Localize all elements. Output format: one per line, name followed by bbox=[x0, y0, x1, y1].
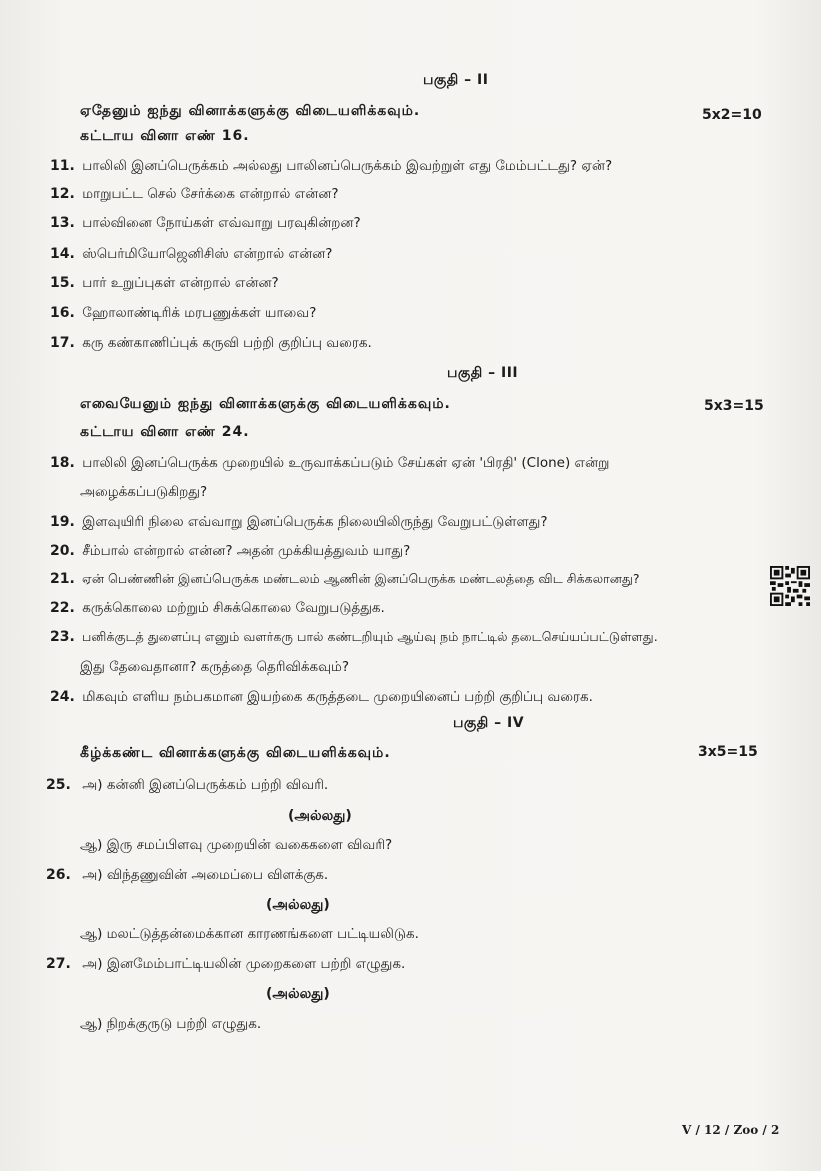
question-18 bbox=[50, 455, 609, 473]
qr-code-icon bbox=[770, 566, 810, 606]
part4-marks: 3x5=15 bbox=[698, 744, 758, 760]
question-20 bbox=[50, 543, 410, 561]
question-number: 19. bbox=[50, 514, 75, 530]
or-label: (அல்லது) bbox=[266, 897, 330, 913]
question-text: பனிக்குடத் துளைப்பு எனும் வளர்கரு பால் கண்டறியும் ஆய்வு நம் நாட்டில் தடைசெய்யப்பட்டுள்ளது. bbox=[82, 629, 658, 644]
question-number: 25. bbox=[46, 777, 71, 793]
question-number: 20. bbox=[50, 543, 75, 559]
question-number: 11. bbox=[50, 158, 75, 174]
question-24 bbox=[50, 689, 593, 707]
question-text: கரு கண்காணிப்புக் கருவி பற்றி குறிப்பு வரைக. bbox=[82, 335, 372, 351]
question-text: பாலிலி இனப்பெருக்க முறையில் உருவாக்கப்படும் சேய்கள் ஏன் 'பிரதி' (Clone) என்று bbox=[82, 455, 610, 471]
question-number: 23. bbox=[50, 629, 75, 645]
question-number: 12. bbox=[50, 186, 75, 202]
question-number: 21. bbox=[50, 571, 75, 587]
question-text: ஸ்பெர்மியோஜெனிசிஸ் என்றால் என்ன? bbox=[82, 246, 333, 262]
question-number: 15. bbox=[50, 275, 75, 291]
part2-heading: பகுதி – II bbox=[423, 72, 489, 88]
question-15 bbox=[50, 275, 279, 293]
question-text: மாறுபட்ட செல் சேர்க்கை என்றால் என்ன? bbox=[82, 186, 339, 202]
question-option-a: அ) கன்னி இனப்பெருக்கம் பற்றி விவரி. bbox=[82, 777, 329, 793]
question-text: ஏன் பெண்ணின் இனப்பெருக்க மண்டலம் ஆணின் இனப்பெருக்க மண்டலத்தை விட சிக்கலானது? bbox=[82, 571, 640, 586]
question-22 bbox=[50, 600, 385, 618]
question-25 bbox=[46, 777, 328, 795]
question-25-option-b: ஆ) இரு சமப்பிளவு முறையின் வகைகளை விவரி? bbox=[80, 837, 393, 853]
question-19 bbox=[50, 514, 548, 532]
part3-compulsory: கட்டாய வினா எண் 24. bbox=[80, 424, 250, 440]
question-number: 22. bbox=[50, 600, 75, 616]
question-26 bbox=[46, 867, 328, 885]
question-option-a: அ) விந்தணுவின் அமைப்பை விளக்குக. bbox=[82, 867, 329, 883]
question-number: 16. bbox=[50, 305, 75, 321]
question-number: 24. bbox=[50, 689, 75, 705]
part3-marks: 5x3=15 bbox=[704, 398, 764, 414]
question-26-option-b: ஆ) மலட்டுத்தன்மைக்கான காரணங்களை பட்டியலிடுக. bbox=[80, 926, 419, 942]
part2-compulsory: கட்டாய வினா எண் 16. bbox=[80, 128, 250, 144]
page-code: V / 12 / Zoo / 2 bbox=[682, 1123, 780, 1137]
or-label: (அல்லது) bbox=[266, 986, 330, 1002]
question-14 bbox=[50, 246, 332, 264]
question-27 bbox=[46, 956, 405, 974]
question-23-continued: இது தேவைதானா? கருத்தை தெரிவிக்கவும்? bbox=[80, 659, 350, 675]
question-17 bbox=[50, 335, 372, 353]
question-number: 13. bbox=[50, 215, 75, 231]
question-text: மிகவும் எளிய நம்பகமான இயற்கை கருத்தடை முறையினைப் பற்றி குறிப்பு வரைக. bbox=[82, 689, 593, 705]
question-16 bbox=[50, 305, 316, 323]
question-27-option-b: ஆ) நிறக்குருடு பற்றி எழுதுக. bbox=[80, 1016, 262, 1032]
part4-instruction: கீழ்க்கண்ட வினாக்களுக்கு விடையளிக்கவும். bbox=[80, 745, 391, 761]
question-text: பால்வினை நோய்கள் எவ்வாறு பரவுகின்றன? bbox=[82, 215, 361, 231]
question-text: சீம்பால் என்றால் என்ன? அதன் முக்கியத்துவம் யாது? bbox=[82, 543, 411, 559]
part4-heading: பகுதி – IV bbox=[453, 715, 525, 731]
part2-marks: 5x2=10 bbox=[702, 107, 762, 123]
or-label: (அல்லது) bbox=[288, 808, 352, 824]
question-text: பார் உறுப்புகள் என்றால் என்ன? bbox=[82, 275, 279, 291]
part3-instruction: எவையேனும் ஐந்து வினாக்களுக்கு விடையளிக்கவும். bbox=[80, 396, 451, 412]
question-number: 17. bbox=[50, 335, 75, 351]
question-13 bbox=[50, 215, 361, 233]
question-text: பாலிலி இனப்பெருக்கம் அல்லது பாலினப்பெருக்கம் இவற்றுள் எது மேம்பட்டது? ஏன்? bbox=[82, 158, 613, 174]
question-23 bbox=[50, 629, 658, 646]
question-21 bbox=[50, 571, 640, 588]
question-number: 14. bbox=[50, 246, 75, 262]
question-11 bbox=[50, 158, 612, 176]
question-text: இளவுயிரி நிலை எவ்வாறு இனப்பெருக்க நிலையிலிருந்து வேறுபட்டுள்ளது? bbox=[82, 514, 548, 530]
question-18-continued: அழைக்கப்படுகிறது? bbox=[80, 484, 208, 500]
question-text: கருக்கொலை மற்றும் சிசுக்கொலை வேறுபடுத்துக. bbox=[82, 600, 385, 616]
question-text: ஹோலாண்டிரிக் மரபணுக்கள் யாவை? bbox=[82, 305, 317, 321]
question-number: 27. bbox=[46, 956, 71, 972]
question-option-a: அ) இனமேம்பாட்டியலின் முறைகளை பற்றி எழுதுக. bbox=[82, 956, 406, 972]
question-number: 26. bbox=[46, 867, 71, 883]
part3-heading: பகுதி – III bbox=[447, 365, 519, 381]
question-number: 18. bbox=[50, 455, 75, 471]
question-12 bbox=[50, 186, 339, 204]
part2-instruction: ஏதேனும் ஐந்து வினாக்களுக்கு விடையளிக்கவும். bbox=[80, 103, 421, 119]
